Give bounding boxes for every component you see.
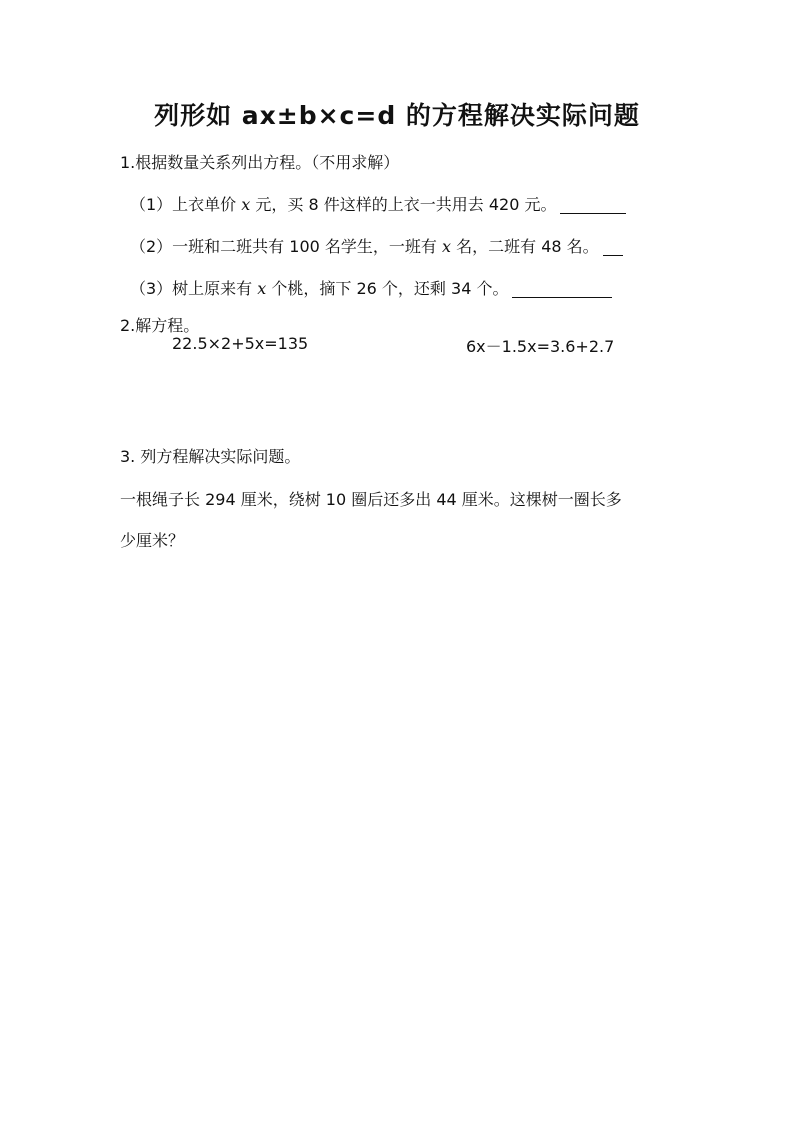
answer-blank[interactable] (560, 197, 626, 214)
equation-1: 22.5×2+5x=135 (172, 334, 309, 353)
question-1-item-2 (130, 234, 623, 257)
item-text-prefix: （1）上衣单价 (130, 195, 242, 214)
equation-2: 6x－1.5x=3.6+2.7 (466, 337, 615, 356)
variable-x: x (241, 195, 251, 214)
item-text-suffix: 元，买 8 件这样的上衣一共用去 420 元。 (250, 195, 557, 214)
variable-x: x (257, 279, 267, 298)
question-3-heading: 3. 列方程解决实际问题。 (120, 447, 301, 466)
item-text-suffix: 名，二班有 48 名。 (451, 237, 599, 256)
item-text-prefix: （3）树上原来有 (130, 279, 258, 298)
item-text-suffix: 个桃，摘下 26 个，还剩 34 个。 (266, 279, 509, 298)
answer-blank[interactable] (603, 239, 623, 256)
question-3-text-line-1: 一根绳子长 294 厘米，绕树 10 圈后还多出 44 厘米。这棵树一圈长多 (120, 490, 622, 509)
question-1-item-3 (130, 276, 612, 299)
item-text-prefix: （2）一班和二班共有 100 名学生，一班有 (130, 237, 442, 256)
question-2-heading: 2.解方程。 (120, 316, 200, 335)
page-title: 列形如 ax±b×c=d 的方程解决实际问题 (154, 101, 640, 130)
question-1-heading: 1.根据数量关系列出方程。（不用求解） (120, 153, 400, 172)
answer-blank[interactable] (512, 281, 612, 298)
variable-x: x (441, 237, 452, 256)
question-3-text-line-2: 少厘米？ (120, 531, 185, 550)
question-1-item-1 (130, 192, 626, 215)
